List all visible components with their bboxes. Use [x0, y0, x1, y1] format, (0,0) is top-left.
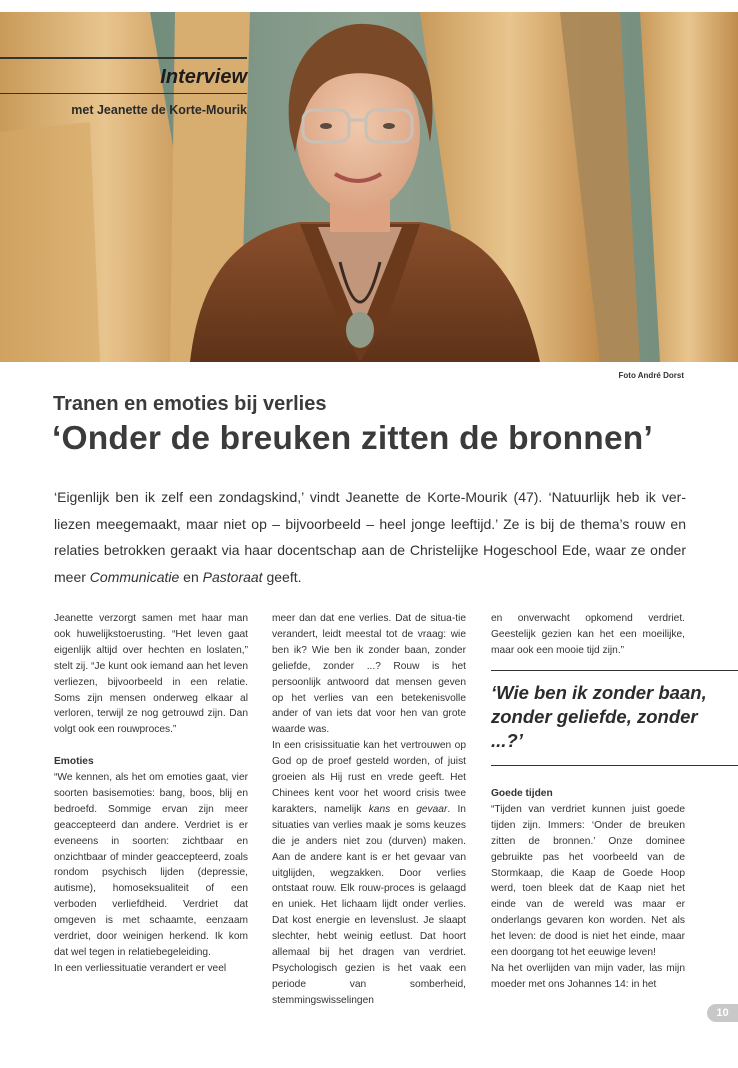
- column-2: [272, 611, 466, 1009]
- paragraph: In een verliessituatie verandert er veel: [54, 962, 227, 974]
- pull-quote-text: ‘Wie ben ik zonder baan, zonder geliefde, zonder ...?’: [491, 682, 707, 751]
- column-3-top: [491, 611, 685, 659]
- intro-text-end: geeft.: [262, 568, 302, 585]
- kicker-subtitle: met Jeanette de Korte-Mourik: [71, 103, 247, 117]
- article-subtitle: Tranen en emoties bij verlies: [53, 393, 327, 415]
- paragraph-text: In een crisissituatie kan het vertrouwen op God op de proef gesteld worden, of juist groeien als Hij rust en vrede geeft. Het Chinees kent voor het woord crisis twee karakters, namelijk: [272, 740, 466, 815]
- paragraph-text: . In situaties van verlies maak je soms keuzes die je anders niet zou (durven) maken. Aan de andere kant is er het gevaar van uitglijden, wegzakken. Door verlies ontstaat rouw. Elk rouw-proces is gelaagd en uniek. Het lichaam lijdt onder verlies. Dat kost energie en levenslust. Je slaapt slechter, hebt weinig eetlust. Dat hoort allemaal bij het dragen van verdriet. Psychologisch gezien is het vaak een periode van somberheid, stemmingswisselingen: [272, 803, 466, 1006]
- column-1: [54, 611, 248, 977]
- kicker-title: Interview: [160, 65, 247, 88]
- intro-emphasis-communicatie: Communicatie: [89, 568, 180, 585]
- paragraph: en onverwacht opkomend verdriet. Geestelijk gezien kan het een moeilijke, maar ook een mooie tijd zijn.”: [491, 613, 685, 656]
- paragraph: “We kennen, als het om emoties gaat, vier soorten basisemoties: bang, boos, blij en bedroefd. Sommige ervan zijn meer geaccepteerd dan andere. Verdriet is er eveneens in soorten: zichtbaar en onzichtbaar of minder geaccepteerd, zoals rondom psychisch lijden (depressie, autisme), homoseksualiteit of een verboden verliefdheid. Verdriet dat omgeven is met schaamte, eenzaam verdriet, door weinigen herkend. Ik kom dat wel tegen in relatiebegeleiding.: [54, 772, 248, 959]
- kicker: [0, 57, 247, 117]
- emphasis-kans: kans: [368, 803, 391, 815]
- page-number: 10: [707, 1004, 738, 1022]
- paragraph: “Tijden van verdriet kunnen juist goede tijden zijn. Immers: ‘Onder de breuken zitten de bronnen.’ Onze dominee gebruikte pas het voorbeeld van de Stormkaap, die Kaap de Goede Hoop werd, toen bleek dat de Kaap niet het einde van de wereld was maar er onderlangs gevaren kon worden. Net als het leven: de dood is niet het einde, maar een doorgang tot het eeuwige leven!: [491, 803, 685, 959]
- paragraph: Jeanette verzorgt samen met haar man ook huwelijkstoerusting. “Het leven gaat eigenlijk altijd over hechten en loslaten,” stelt zij. “Je kunt ook iemand aan het leven verliezen, bijvoorbeeld in een relatie. Soms zijn mensen onderweg elkaar al verloren, terwijl ze nog getrouwd zijn. Dan volgt ook een rouwproces.”: [54, 613, 248, 736]
- intro-emphasis-pastoraat: Pastoraat: [202, 568, 263, 585]
- article-intro: [54, 484, 686, 590]
- pull-quote: [491, 670, 738, 766]
- photo-credit: Foto André Dorst: [618, 371, 684, 380]
- emphasis-gevaar: gevaar: [416, 803, 448, 815]
- paragraph: [272, 738, 466, 1008]
- paragraph-text: en: [390, 803, 417, 815]
- intro-text: ‘Eigenlijk ben ik zelf een zondagskind,’ vindt Jeanette de Korte-Mourik (47). ‘Natuurlijk heb ik ver-liezen meegemaakt, maar niet op – bijvoorbeeld – heel jonge leeftijd.’ Ze is bij de thema’s rouw en relaties betrokken geraakt via haar docentschap aan de Christelijke Hogeschool Ede, waar ze onder meer: [54, 489, 686, 585]
- paragraph: Na het overlijden van mijn vader, las mijn moeder met ons Johannes 14: in het: [491, 962, 685, 990]
- intro-text-mid: en: [179, 568, 203, 585]
- article-headline: ‘Onder de breuken zitten de bronnen’: [52, 420, 653, 457]
- column-3-bottom: [491, 786, 685, 993]
- paragraph: meer dan dat ene verlies. Dat de situa-tie verandert, leidt meestal tot de vraag: wie ben ik? Wie ben ik zonder baan, zonder geliefde, zonder ...? Rouw is het persoonlijk antwoord dat mensen geven op het verlies van een betekenisvolle ander of van iets dat voor hen van grote waarde was.: [272, 613, 466, 736]
- section-heading-goede-tijden: Goede tijden: [491, 788, 553, 799]
- section-heading-emoties: Emoties: [54, 756, 94, 768]
